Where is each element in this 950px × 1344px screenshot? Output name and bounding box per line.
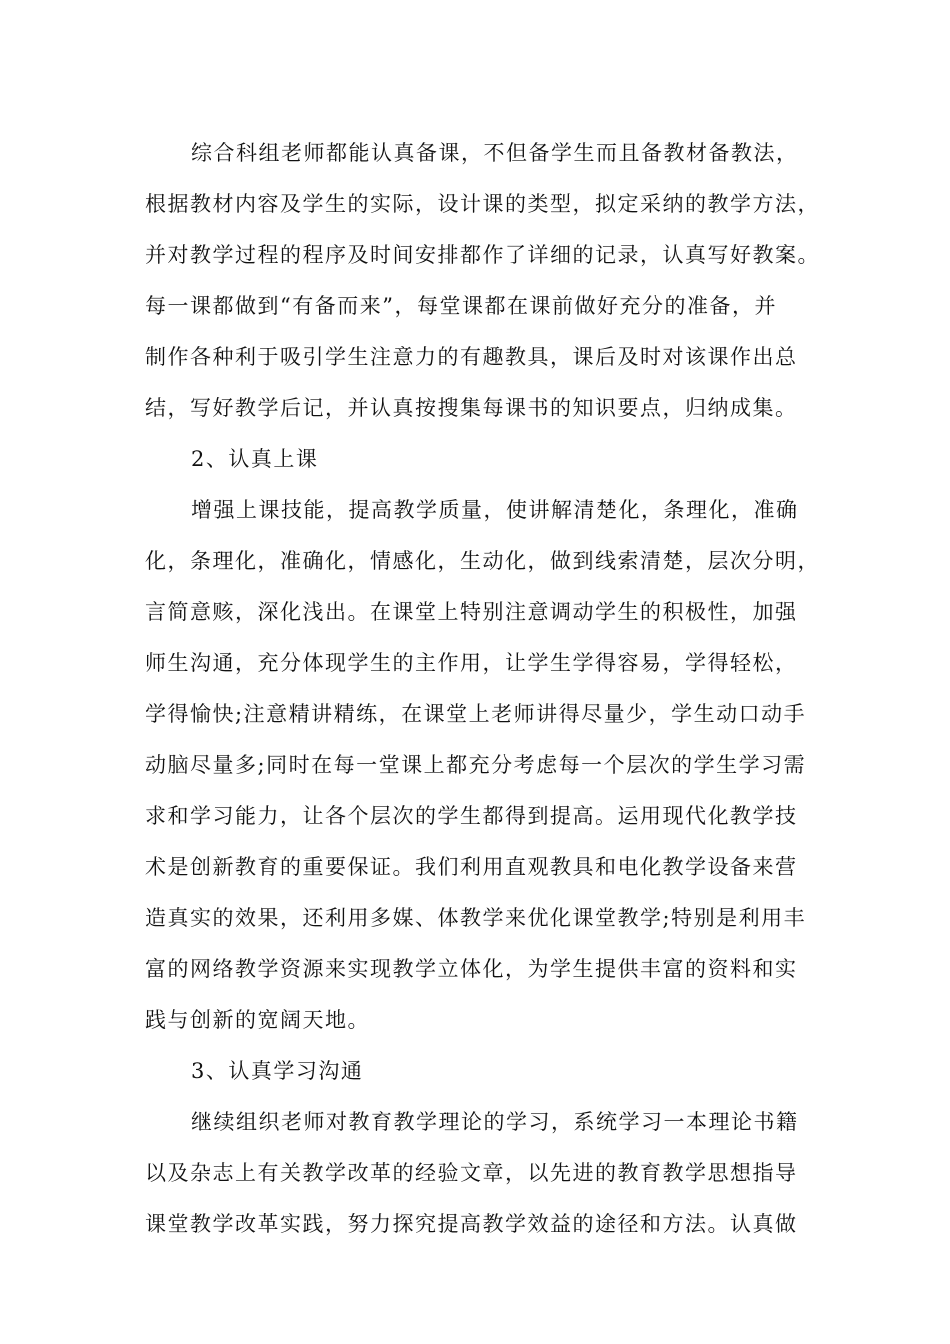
text-line: 化，条理化，准确化，情感化，生动化，做到线索清楚，层次分明， — [145, 549, 820, 573]
text-line: 造真实的效果，还利用多媒、体教学来优化课堂教学;特别是利用丰 — [145, 906, 807, 930]
heading-text: 2、认真上课 — [191, 447, 319, 471]
text-line: 术是创新教育的重要保证。我们利用直观教具和电化教学设备来营 — [145, 855, 798, 879]
text-line: 以及杂志上有关教学改革的经验文章，以先进的教育教学思想指导 — [145, 1161, 798, 1185]
text-line: 动脑尽量多;同时在每一堂课上都充分考虑每一个层次的学生学习需 — [145, 753, 807, 777]
text-line: 师生沟通，充分体现学生的主作用，让学生学得容易，学得轻松， — [145, 651, 798, 675]
text-line: 结，写好教学后记，并认真按搜集每课书的知识要点，归纳成集。 — [145, 396, 798, 420]
heading-text: 3、认真学习沟通 — [191, 1059, 364, 1083]
section-heading-2 — [145, 434, 820, 485]
text-line: 践与创新的宽阔天地。 — [145, 1008, 370, 1032]
text-line: 并对教学过程的程序及时间安排都作了详细的记录，认真写好教案。 — [145, 243, 820, 267]
text-line: 根据教材内容及学生的实际，设计课的类型，拟定采纳的教学方法， — [145, 192, 820, 216]
section-heading-3 — [145, 1046, 820, 1097]
text-line: 继续组织老师对教育教学理论的学习，系统学习一本理论书籍 — [191, 1110, 799, 1134]
text-line: 言简意赅，深化浅出。在课堂上特别注意调动学生的积极性，加强 — [145, 600, 798, 624]
text-line: 每一课都做到“有备而来”，每堂课都在课前做好充分的准备，并 — [145, 294, 777, 318]
text-line: 学得愉快;注意精讲精练，在课堂上老师讲得尽量少，学生动口动手 — [145, 702, 807, 726]
text-line: 求和学习能力，让各个层次的学生都得到提高。运用现代化教学技 — [145, 804, 798, 828]
text-line: 制作各种利于吸引学生注意力的有趣教具，课后及时对该课作出总 — [145, 345, 798, 369]
paragraph-teaching — [145, 485, 820, 1046]
document-body — [145, 128, 820, 1250]
paragraph-study-communication — [145, 1097, 820, 1250]
text-line: 课堂教学改革实践，努力探究提高教学效益的途径和方法。认真做 — [145, 1212, 798, 1236]
text-line: 增强上课技能，提高教学质量，使讲解清楚化，条理化，准确 — [191, 498, 799, 522]
text-line: 综合科组老师都能认真备课，不但备学生而且备教材备教法， — [191, 141, 799, 165]
text-line: 富的网络教学资源来实现教学立体化，为学生提供丰富的资料和实 — [145, 957, 798, 981]
paragraph-lesson-preparation — [145, 128, 820, 434]
